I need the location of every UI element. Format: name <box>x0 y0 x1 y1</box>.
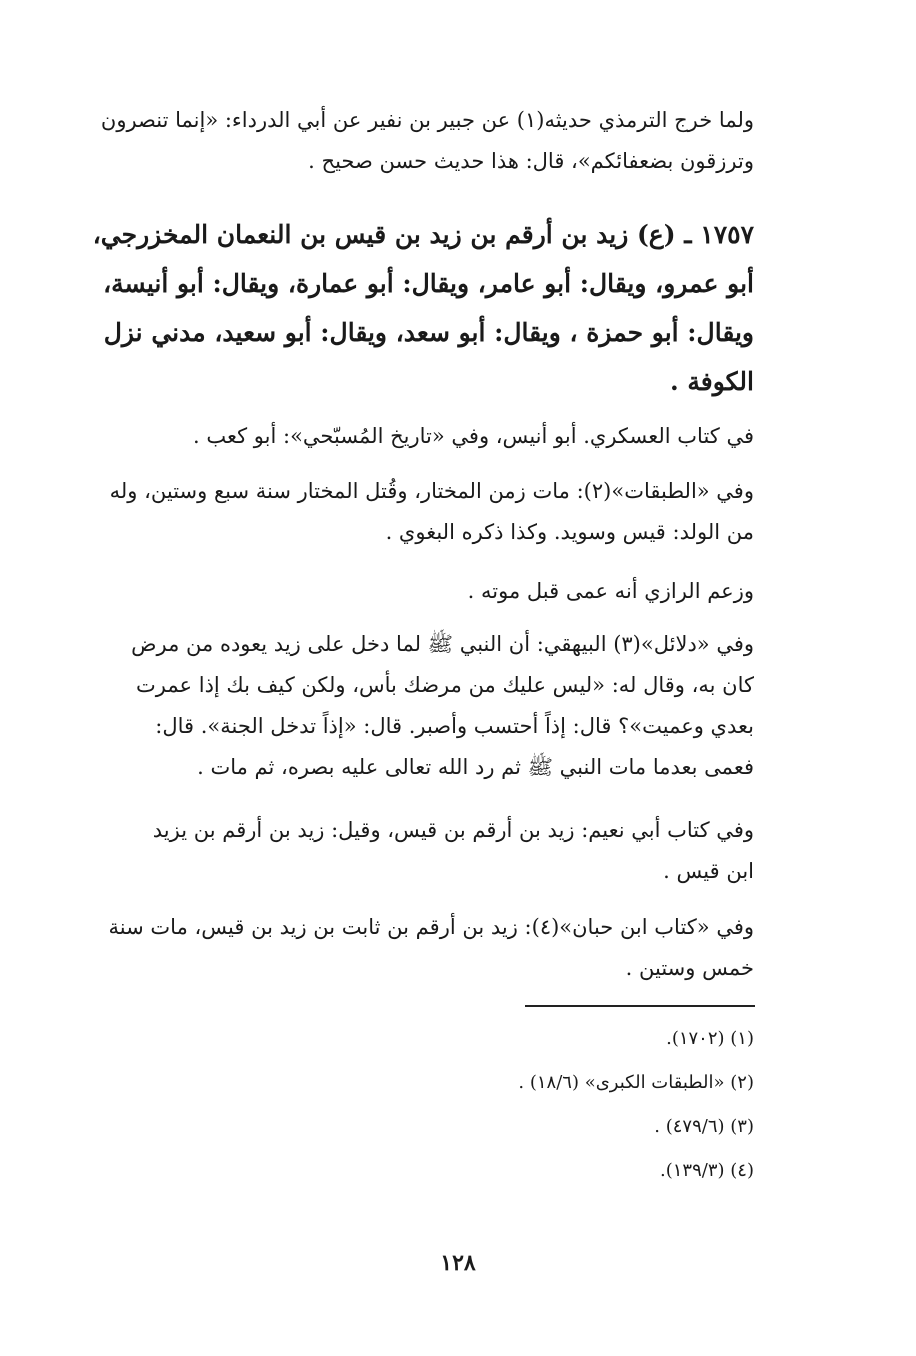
text-line: وترزقون بضعفائكم»، قال: هذا حديث حسن صحيح . <box>308 149 754 173</box>
paragraph-ibn-hibban <box>64 907 754 989</box>
text-line: وزعم الرازي أنه عمى قبل موته . <box>467 579 754 603</box>
heading-line: الكوفة . <box>669 367 754 396</box>
footnote: (١) (١٧٠٢). <box>666 1028 754 1049</box>
footnote: (٤) (١٣٩/٣). <box>660 1160 754 1181</box>
text-line: وفي كتاب أبي نعيم: زيد بن أرقم بن قيس، وقيل: زيد بن أرقم بن يزيد <box>152 818 754 842</box>
paragraph-bayhaqi <box>64 624 754 788</box>
heading-line: ١٧٥٧ ـ (ع) زيد بن أرقم بن زيد بن قيس بن النعمان المخزرجي، <box>92 220 754 249</box>
paragraph-abu-nuaym <box>64 810 754 892</box>
text-line: من الولد: قيس وسويد. وكذا ذكره البغوي . <box>385 520 754 544</box>
page-number: ١٢٨ <box>440 1250 476 1276</box>
heading-line: أبو عمرو، ويقال: أبو عامر، ويقال: أبو عمارة، ويقال: أبو أنيسة، <box>103 269 754 298</box>
heading-line: ويقال: أبو حمزة ، ويقال: أبو سعد، ويقال: أبو سعيد، مدني نزل <box>103 318 754 347</box>
text-line: ولما خرج الترمذي حديثه(١) عن جبير بن نفير عن أبي الدرداء: «إنما تنصرون <box>100 108 754 132</box>
text-line: في كتاب العسكري. أبو أنيس، وفي «تاريخ المُسبّحي»: أبو كعب . <box>193 424 754 448</box>
text-line: وفي «الطبقات»(٢): مات زمن المختار، وقُتل المختار سنة سبع وستين، وله <box>109 479 754 503</box>
paragraph-askari <box>64 416 754 457</box>
text-line: فعمى بعدما مات النبي ﷺ ثم رد الله تعالى عليه بصره، ثم مات . <box>197 755 754 779</box>
footnote: (٣) (٤٧٩/٦) . <box>654 1116 754 1137</box>
entry-heading <box>64 210 754 406</box>
text-line: وفي «كتاب ابن حبان»(٤): زيد بن أرقم بن ثابت بن زيد بن قيس، مات سنة <box>108 915 754 939</box>
paragraph-tabaqat <box>64 471 754 553</box>
footnote: (٢) «الطبقات الكبرى» (١٨/٦) . <box>518 1072 754 1093</box>
text-line: ابن قيس . <box>663 859 754 883</box>
text-line: بعدي وعميت»؟ قال: إذاً أحتسب وأصبر. قال: «إذاً تدخل الجنة». قال: <box>155 714 754 738</box>
text-line: خمس وستين . <box>625 956 754 980</box>
footnote-divider <box>525 1005 755 1007</box>
text-line: وفي «دلائل»(٣) البيهقي: أن النبي ﷺ لما دخل على زيد يعوده من مرض <box>131 632 754 656</box>
text-line: كان به، وقال له: «ليس عليك من مرضك بأس، ولكن كيف بك إذا عمرت <box>136 673 754 697</box>
paragraph-razi <box>64 571 754 612</box>
paragraph-tirmidhi <box>64 100 754 182</box>
